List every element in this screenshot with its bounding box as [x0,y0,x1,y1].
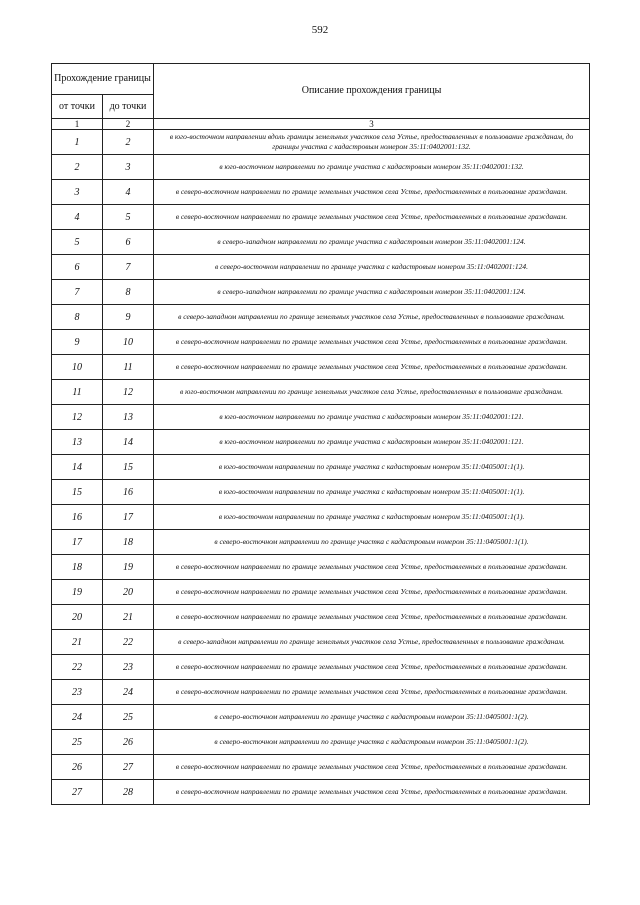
table-row [52,730,590,755]
from-point-cell: 7 [52,280,103,305]
table-row [52,180,590,205]
table-row [52,130,590,155]
table-row [52,255,590,280]
from-point-cell: 27 [52,780,103,805]
table-row [52,430,590,455]
from-point-cell: 19 [52,580,103,605]
table-row [52,580,590,605]
from-point-cell: 22 [52,655,103,680]
to-point-cell: 28 [103,780,154,805]
from-point-cell: 25 [52,730,103,755]
from-point-cell: 4 [52,205,103,230]
to-point-cell: 4 [103,180,154,205]
table-row [52,380,590,405]
from-point-cell: 20 [52,605,103,630]
description-cell: в юго-восточном направлении по границе участка с кадастровым номером 35:11:0405001:1(1). [154,480,590,505]
table-row [52,455,590,480]
column-number: 3 [154,119,590,130]
description-cell: в северо-западном направлении по границе земельных участков села Устье, предоставленных в пользование гражданам. [154,305,590,330]
table-row [52,705,590,730]
to-point-cell: 20 [103,580,154,605]
header-description: Описание прохождения границы [154,64,590,119]
from-point-cell: 14 [52,455,103,480]
from-point-cell: 17 [52,530,103,555]
description-cell: в северо-восточном направлении по границе земельных участков села Устье, предоставленных в пользование гражданам. [154,655,590,680]
description-cell: в юго-восточном направлении по границе участка с кадастровым номером 35:11:0405001:1(1). [154,505,590,530]
from-point-cell: 21 [52,630,103,655]
column-number: 1 [52,119,103,130]
from-point-cell: 8 [52,305,103,330]
to-point-cell: 6 [103,230,154,255]
to-point-cell: 22 [103,630,154,655]
to-point-cell: 10 [103,330,154,355]
header-passage: Прохождение границы [52,64,154,95]
to-point-cell: 12 [103,380,154,405]
boundary-table [51,63,590,805]
from-point-cell: 15 [52,480,103,505]
header-row-top [52,64,590,95]
table-row [52,480,590,505]
to-point-cell: 9 [103,305,154,330]
to-point-cell: 17 [103,505,154,530]
to-point-cell: 26 [103,730,154,755]
from-point-cell: 11 [52,380,103,405]
table-row [52,305,590,330]
description-cell: в юго-восточном направлении вдоль границы земельных участков села Устье, предоставленных в пользование гражданам, до границы участка с кадастровым номером 35:11:0402001:132. [154,130,590,155]
description-cell: в северо-восточном направлении по границе земельных участков села Устье, предоставленных в пользование гражданам. [154,555,590,580]
to-point-cell: 23 [103,655,154,680]
from-point-cell: 5 [52,230,103,255]
to-point-cell: 11 [103,355,154,380]
table-row [52,230,590,255]
table-row [52,155,590,180]
from-point-cell: 1 [52,130,103,155]
from-point-cell: 18 [52,555,103,580]
to-point-cell: 3 [103,155,154,180]
description-cell: в юго-восточном направлении по границе участка с кадастровым номером 35:11:0402001:121. [154,430,590,455]
from-point-cell: 26 [52,755,103,780]
to-point-cell: 21 [103,605,154,630]
page-number: 592 [311,24,329,36]
from-point-cell: 13 [52,430,103,455]
description-cell: в северо-восточном направлении по границе участка с кадастровым номером 35:11:0405001:1(2). [154,730,590,755]
description-cell: в юго-восточном направлении по границе участка с кадастровым номером 35:11:0402001:121. [154,405,590,430]
description-cell: в северо-западном направлении по границе участка с кадастровым номером 35:11:0402001:124. [154,280,590,305]
description-cell: в северо-восточном направлении по границе земельных участков села Устье, предоставленных в пользование гражданам. [154,780,590,805]
table-row [52,530,590,555]
header-to-point: до точки [103,95,154,119]
table-row [52,330,590,355]
to-point-cell: 19 [103,555,154,580]
from-point-cell: 23 [52,680,103,705]
table-row [52,780,590,805]
to-point-cell: 13 [103,405,154,430]
description-cell: в северо-восточном направлении по границе участка с кадастровым номером 35:11:0405001:1(1). [154,530,590,555]
table-row [52,205,590,230]
from-point-cell: 3 [52,180,103,205]
table-row [52,405,590,430]
description-cell: в северо-восточном направлении по границе земельных участков села Устье, предоставленных в пользование гражданам. [154,330,590,355]
from-point-cell: 6 [52,255,103,280]
description-cell: в северо-восточном направлении по границе земельных участков села Устье, предоставленных в пользование гражданам. [154,755,590,780]
to-point-cell: 24 [103,680,154,705]
to-point-cell: 27 [103,755,154,780]
description-cell: в северо-западном направлении по границе участка с кадастровым номером 35:11:0402001:124. [154,230,590,255]
to-point-cell: 2 [103,130,154,155]
table-row [52,605,590,630]
from-point-cell: 16 [52,505,103,530]
to-point-cell: 8 [103,280,154,305]
description-cell: в северо-западном направлении по границе земельных участков села Устье, предоставленных в пользование гражданам. [154,630,590,655]
description-cell: в северо-восточном направлении по границе земельных участков села Устье, предоставленных в пользование гражданам. [154,580,590,605]
description-cell: в северо-восточном направлении по границе земельных участков села Устье, предоставленных в пользование гражданам. [154,180,590,205]
from-point-cell: 12 [52,405,103,430]
to-point-cell: 16 [103,480,154,505]
description-cell: в юго-восточном направлении по границе земельных участков села Устье, предоставленных в пользование гражданам. [154,380,590,405]
description-cell: в северо-восточном направлении по границе участка с кадастровым номером 35:11:0405001:1(2). [154,705,590,730]
description-cell: в северо-восточном направлении по границе земельных участков села Устье, предоставленных в пользование гражданам. [154,605,590,630]
to-point-cell: 14 [103,430,154,455]
table-row [52,355,590,380]
to-point-cell: 7 [103,255,154,280]
table-row [52,680,590,705]
from-point-cell: 9 [52,330,103,355]
to-point-cell: 15 [103,455,154,480]
table-row [52,555,590,580]
header-from-point: от точки [52,95,103,119]
table-row [52,655,590,680]
table-row [52,755,590,780]
to-point-cell: 18 [103,530,154,555]
to-point-cell: 5 [103,205,154,230]
description-cell: в северо-восточном направлении по границе земельных участков села Устье, предоставленных в пользование гражданам. [154,205,590,230]
table-body [52,130,590,805]
column-number-row [52,119,590,130]
description-cell: в юго-восточном направлении по границе участка с кадастровым номером 35:11:0402001:132. [154,155,590,180]
column-number: 2 [103,119,154,130]
table-row [52,630,590,655]
description-cell: в северо-восточном направлении по границе земельных участков села Устье, предоставленных в пользование гражданам. [154,355,590,380]
from-point-cell: 24 [52,705,103,730]
to-point-cell: 25 [103,705,154,730]
from-point-cell: 2 [52,155,103,180]
description-cell: в северо-восточном направлении по границе участка с кадастровым номером 35:11:0402001:124. [154,255,590,280]
from-point-cell: 10 [52,355,103,380]
description-cell: в юго-восточном направлении по границе участка с кадастровым номером 35:11:0405001:1(1). [154,455,590,480]
table-row [52,505,590,530]
table-row [52,280,590,305]
description-cell: в северо-восточном направлении по границе земельных участков села Устье, предоставленных в пользование гражданам. [154,680,590,705]
